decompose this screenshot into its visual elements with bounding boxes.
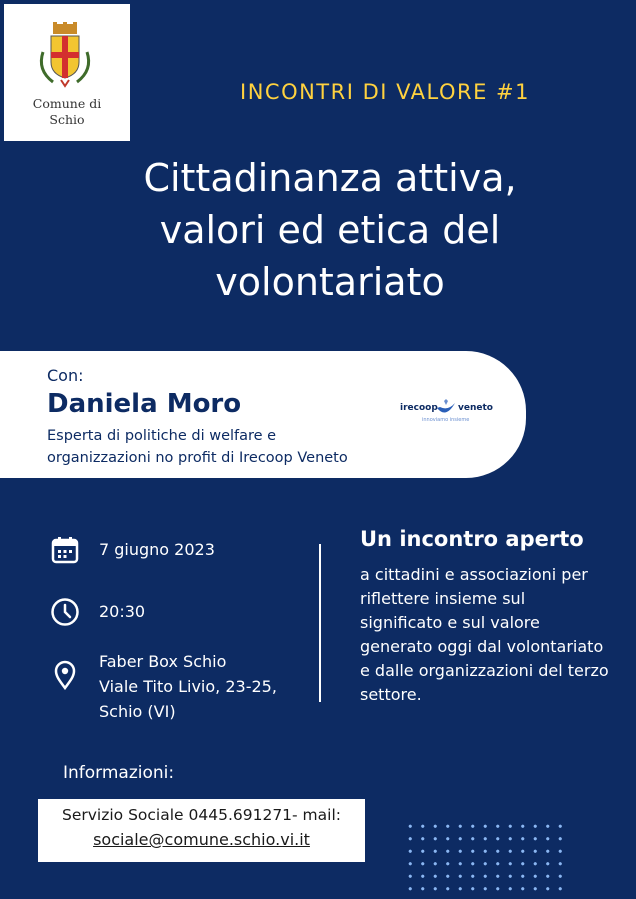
comune-logo	[4, 4, 130, 141]
clock-icon	[50, 597, 80, 627]
information-label: Informazioni:	[63, 763, 175, 783]
event-title	[60, 152, 600, 308]
speaker-description-line1: Esperta di politiche di welfare e	[47, 428, 277, 444]
title-line-3: volontariato	[215, 260, 445, 304]
speaker-panel	[0, 351, 526, 478]
title-line-1: Cittadinanza attiva,	[143, 156, 517, 200]
venue-details	[99, 649, 277, 724]
logo-text-line2: Schio	[49, 112, 85, 127]
partner-logo-tagline: innoviamo insieme	[422, 417, 470, 423]
speaker-name: Daniela Moro	[47, 389, 242, 419]
contact-email-link[interactable]: sociale@comune.schio.vi.it	[93, 830, 310, 849]
venue-name: Faber Box Schio	[99, 652, 227, 671]
event-time: 20:30	[99, 602, 146, 621]
irecoop-veneto-logo	[400, 399, 500, 427]
contact-phone-line: Servizio Sociale 0445.691271- mail:	[62, 806, 341, 824]
decorative-dot-grid	[404, 820, 566, 896]
location-pin-icon	[50, 660, 80, 690]
calendar-icon	[50, 535, 80, 565]
event-date: 7 giugno 2023	[99, 540, 215, 559]
speaker-description-line2: organizzazioni no profit di Irecoop Veneto	[47, 450, 348, 466]
vertical-divider	[319, 544, 321, 702]
contact-box	[38, 799, 365, 862]
open-event-description: a cittadini e associazioni per riflettere insieme sul significato e sul valore generato oggi dal volontariato e dalle organizzazioni del terzo settore.	[360, 565, 609, 704]
logo-text-line1: Comune di	[32, 96, 102, 111]
wave-icon	[436, 399, 456, 417]
event-series-label: INCONTRI DI VALORE #1	[240, 80, 530, 104]
open-event-heading: Un incontro aperto	[360, 527, 584, 551]
partner-logo-text-right: veneto	[458, 403, 493, 413]
venue-address: Viale Tito Livio, 23-25,	[99, 677, 277, 696]
coat-of-arms-icon	[33, 22, 97, 92]
speaker-prefix: Con:	[47, 366, 84, 385]
speaker-description	[47, 425, 348, 469]
title-line-2: valori ed etica del	[159, 208, 501, 252]
venue-city: Schio (VI)	[99, 702, 176, 721]
partner-logo-text-left: irecoop	[400, 403, 438, 413]
